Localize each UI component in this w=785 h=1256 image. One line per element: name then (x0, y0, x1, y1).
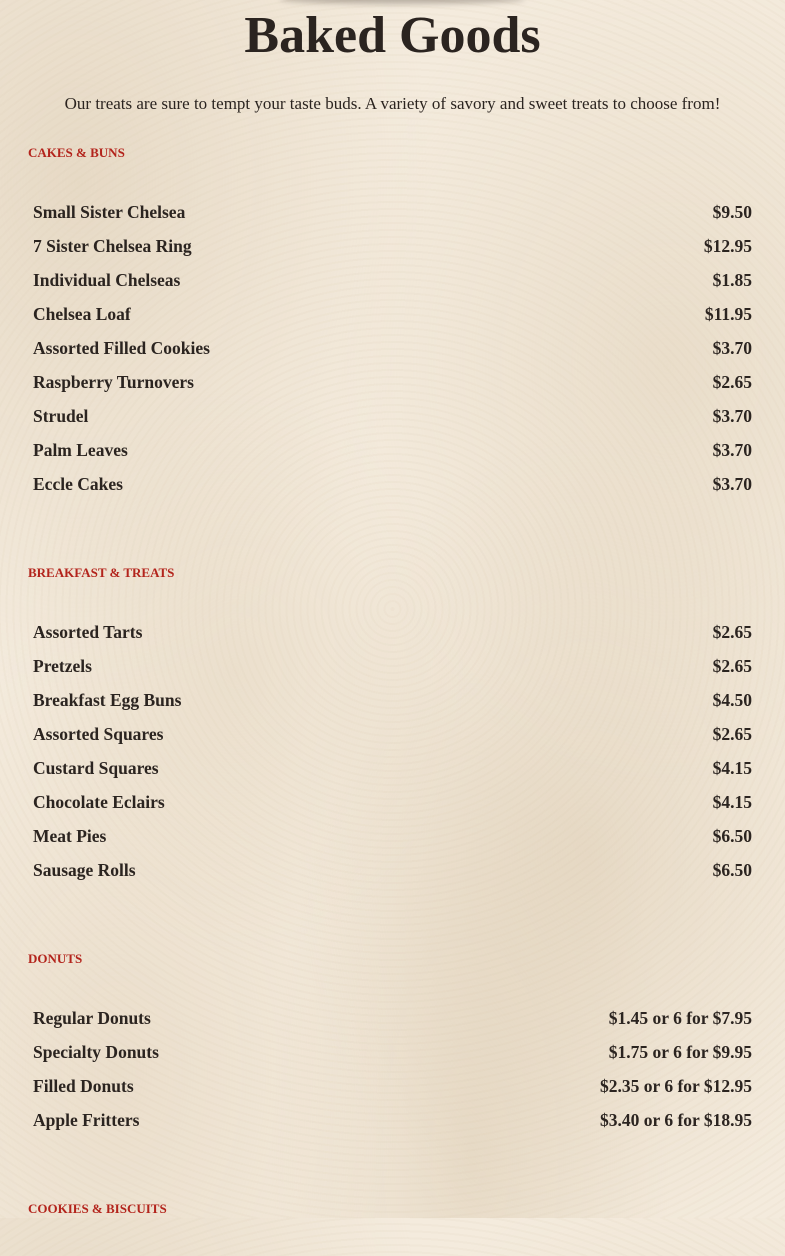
menu-item (28, 404, 752, 438)
menu-item (28, 722, 752, 756)
item-price: $3.70 (712, 440, 752, 460)
item-name: Pretzels (33, 656, 92, 676)
section-cakes-buns (28, 145, 752, 506)
item-name: Apple Fritters (33, 1110, 140, 1130)
menu-item (28, 336, 752, 370)
item-price: $3.70 (712, 338, 752, 358)
item-name: Eccle Cakes (33, 474, 123, 494)
item-name: Breakfast Egg Buns (33, 690, 182, 710)
menu-item (28, 1108, 752, 1142)
menu-item (28, 824, 752, 858)
item-name: Small Sister Chelsea (33, 202, 186, 222)
item-name: Individual Chelseas (33, 270, 181, 290)
menu-item (28, 620, 752, 654)
menu-item (28, 200, 752, 234)
item-price: $1.45 or 6 for $7.95 (608, 1008, 752, 1028)
item-name: Chocolate Eclairs (33, 792, 165, 812)
menu-item (28, 438, 752, 472)
menu-item (28, 370, 752, 404)
item-price: $2.65 (712, 724, 752, 744)
item-price: $2.65 (712, 372, 752, 392)
section-heading: DONUTS (28, 951, 83, 966)
menu-item (28, 654, 752, 688)
item-name: Assorted Filled Cookies (33, 338, 210, 358)
item-price: $4.50 (712, 690, 752, 710)
item-price: $1.75 or 6 for $9.95 (608, 1042, 752, 1062)
item-price: $11.95 (704, 304, 752, 324)
item-name: Filled Donuts (33, 1076, 134, 1096)
menu-list (28, 200, 752, 506)
section-cookies-biscuits (28, 1201, 752, 1256)
item-price: $4.15 (712, 792, 752, 812)
menu-item (28, 858, 752, 892)
item-price: $12.95 (703, 236, 752, 256)
item-price: $6.50 (712, 860, 752, 880)
menu-item (28, 234, 752, 268)
item-name: Assorted Tarts (33, 622, 143, 642)
section-heading: COOKIES & BISCUITS (28, 1201, 167, 1216)
item-price: $4.15 (712, 758, 752, 778)
item-name: 7 Sister Chelsea Ring (33, 236, 192, 256)
item-price: $3.70 (712, 406, 752, 426)
menu-item (28, 1074, 752, 1108)
item-name: Raspberry Turnovers (33, 372, 194, 392)
item-price: $2.65 (712, 656, 752, 676)
item-price: $2.65 (712, 622, 752, 642)
item-price: $3.70 (712, 474, 752, 494)
menu-item (28, 472, 752, 506)
item-price: $2.35 or 6 for $12.95 (600, 1076, 752, 1096)
item-price: $6.50 (712, 826, 752, 846)
section-heading: BREAKFAST & TREATS (28, 565, 175, 580)
item-name: Palm Leaves (33, 440, 128, 460)
item-price: $1.85 (712, 270, 752, 290)
menu-item (28, 302, 752, 336)
menu-item (28, 790, 752, 824)
item-name: Chelsea Loaf (33, 304, 131, 324)
item-name: Strudel (33, 406, 89, 426)
menu-list (28, 1006, 752, 1142)
item-name: Meat Pies (33, 826, 107, 846)
item-price: $9.50 (712, 202, 752, 222)
menu-item (28, 268, 752, 302)
menu-item (28, 1006, 752, 1040)
item-name: Assorted Squares (33, 724, 164, 744)
section-breakfast-treats (28, 565, 752, 892)
menu-list (28, 620, 752, 892)
menu-item (28, 1040, 752, 1074)
section-donuts (28, 951, 752, 1142)
menu-item (28, 688, 752, 722)
intro-text: Our treats are sure to tempt your taste buds. A variety of savory and sweet treats to choose from! (64, 94, 721, 113)
item-price: $3.40 or 6 for $18.95 (600, 1110, 752, 1130)
item-name: Sausage Rolls (33, 860, 136, 880)
item-name: Regular Donuts (33, 1008, 151, 1028)
page-title: Baked Goods (244, 7, 541, 64)
item-name: Specialty Donuts (33, 1042, 159, 1062)
section-heading: CAKES & BUNS (28, 145, 125, 160)
item-name: Custard Squares (33, 758, 159, 778)
menu-item (28, 756, 752, 790)
